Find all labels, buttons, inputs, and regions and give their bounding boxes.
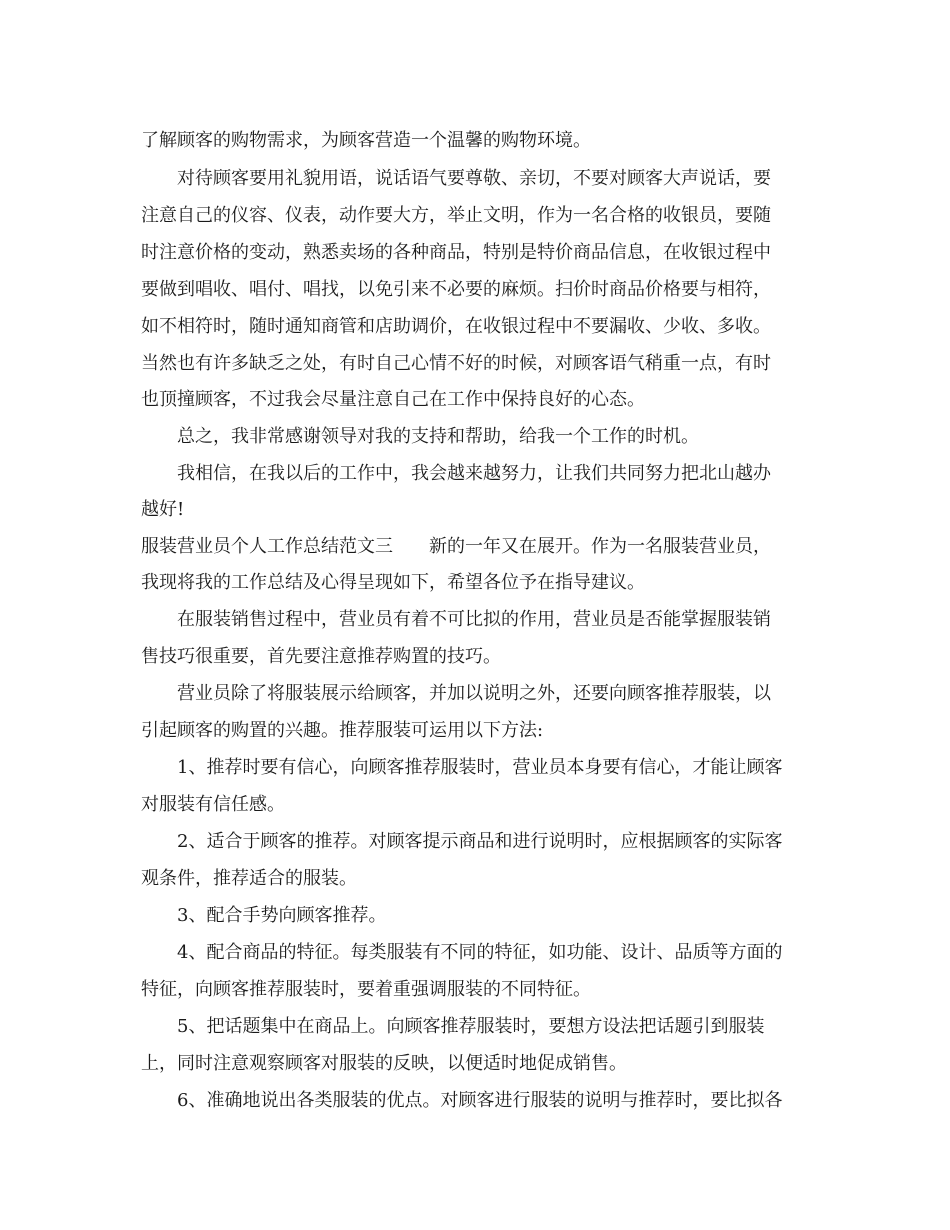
section-heading-line: 服装营业员个人工作总结范文三 新的一年又在展开。作为一名服装营业员， (141, 536, 771, 557)
list-item-line: 2、适合于顾客的推荐。对顾客提示商品和进行说明时，应根据顾客的实际客 (177, 831, 783, 852)
list-item-line: 对服装有信任感。 (141, 794, 285, 815)
text-line: 在服装销售过程中，营业员有着不可比拟的作用，营业员是否能掌握服装销 (177, 609, 771, 630)
text-line: 注意自己的仪容、仪表，动作要大方，举止文明，作为一名合格的收银员，要随 (141, 205, 771, 226)
text-line: 如不相符时，随时通知商管和店助调价，在收银过程中不要漏收、少收、多收。 (141, 316, 771, 337)
text-line: 营业员除了将服装展示给顾客，并加以说明之外，还要向顾客推荐服装，以 (177, 683, 771, 704)
list-item-line: 上，同时注意观察顾客对服装的反映，以便适时地促成销售。 (141, 1053, 627, 1074)
text-line: 总之，我非常感谢领导对我的支持和帮助，给我一个工作的时机。 (177, 426, 699, 447)
list-item-line: 特征，向顾客推荐服装时，要着重强调服装的不同特征。 (141, 979, 591, 1000)
text-line: 我现将我的工作总结及心得呈现如下，希望各位予在指导建议。 (141, 572, 645, 593)
text-line: 引起顾客的购置的兴趣。推荐服装可运用以下方法: (141, 720, 544, 741)
text-line: 我相信，在我以后的工作中，我会越来越努力，让我们共同努力把北山越办 (177, 463, 771, 484)
text-line: 越好! (141, 499, 185, 520)
list-item-line: 5、把话题集中在商品上。向顾客推荐服装时，要想方设法把话题引到服装 (177, 1016, 765, 1037)
list-item-line: 6、准确地说出各类服装的优点。对顾客进行服装的说明与推荐时，要比拟各 (177, 1090, 783, 1111)
text-line: 当然也有许多缺乏之处，有时自己心情不好的时候，对顾客语气稍重一点，有时 (141, 353, 771, 374)
list-item-line: 观条件，推荐适合的服装。 (141, 868, 357, 889)
text-line: 时注意价格的变动，熟悉卖场的各种商品，特别是特价商品信息，在收银过程中 (141, 242, 771, 263)
list-item-line: 4、配合商品的特征。每类服装有不同的特征，如功能、设计、品质等方面的 (177, 942, 783, 963)
text-line: 要做到唱收、唱付、唱找，以免引来不必要的麻烦。扫价时商品价格要与相符， (141, 279, 771, 300)
text-line: 了解顾客的购物需求，为顾客营造一个温馨的购物环境。 (141, 130, 591, 151)
list-item-line: 3、配合手势向顾客推荐。 (177, 905, 387, 926)
text-line: 售技巧很重要，首先要注意推荐购置的技巧。 (141, 646, 501, 667)
text-line: 也顶撞顾客，不过我会尽量注意自己在工作中保持良好的心态。 (141, 389, 645, 410)
text-line: 对待顾客要用礼貌用语，说话语气要尊敬、亲切，不要对顾客大声说话，要 (177, 168, 771, 189)
list-item-line: 1、推荐时要有信心，向顾客推荐服装时，营业员本身要有信心，才能让顾客 (177, 757, 783, 778)
